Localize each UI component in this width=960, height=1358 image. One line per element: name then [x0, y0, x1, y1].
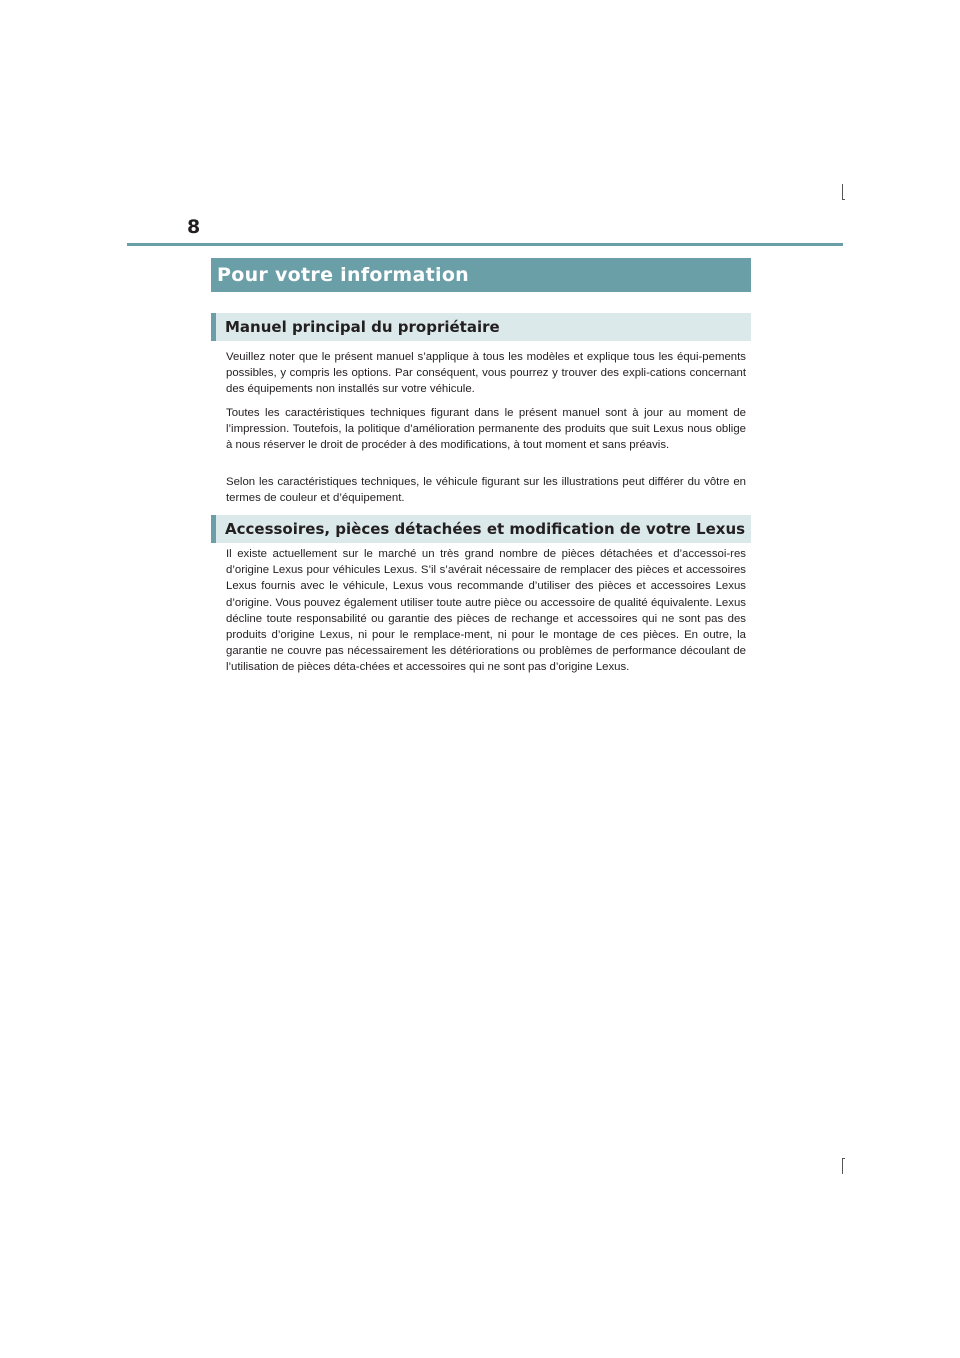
page-number: 8 [187, 216, 201, 238]
header-rule [127, 243, 843, 246]
subsection-title-owners-manual: Manuel principal du propriétaire [211, 313, 751, 341]
section-title: Pour votre information [211, 258, 751, 292]
paragraph-accessories: Il existe actuellement sur le marché un très grand nombre de pièces détachées et d’accessoi-res d’origine Lexus pour véhicules Lexus. S’il s’avérait nécessaire de remplacer des pièces et accessoires Lexus fournis avec le véhicule, Lexus vous recommande d’utiliser des pièces et accessoires Lexus d’origine. Vous pouvez également utiliser toute autre pièce ou accessoire de qualité équivalente. Lexus décline toute responsabilité ou garantie des pièces de rechange et accessoires qui ne sont pas des produits d’origine Lexus, ni pour le remplace-ment, ni pour le montage de ces pièces. En outre, la garantie ne couvre pas nécessairement les détériorations ou problèmes de performance découlant de l’utilisation de pièces déta-chées et accessoires qui ne sont pas d’origine Lexus. [226, 548, 746, 674]
paragraph-manual-scope: Veuillez noter que le présent manuel s’applique à tous les modèles et explique tous les équi-pements possibles, y compris les options. Par conséquent, vous pourrez y trouver des expli-cations concernant des équipements non installés sur votre véhicule. [226, 351, 746, 396]
crop-mark-bottom [842, 1158, 843, 1174]
paragraph-illustrations: Selon les caractéristiques techniques, le véhicule figurant sur les illustrations peut différer du vôtre en termes de couleur et d’équipement. [226, 476, 746, 505]
subsection-title-accessories: Accessoires, pièces détachées et modification de votre Lexus [211, 515, 751, 543]
paragraph-specifications: Toutes les caractéristiques techniques figurant dans le présent manuel sont à jour au moment de l’impression. Toutefois, la politique d’amélioration permanente des produits que suit Lexus nous oblige à nous réserver le droit de procéder à des modifications, à tout moment et sans préavis. [226, 407, 746, 452]
crop-mark-top [842, 184, 843, 200]
